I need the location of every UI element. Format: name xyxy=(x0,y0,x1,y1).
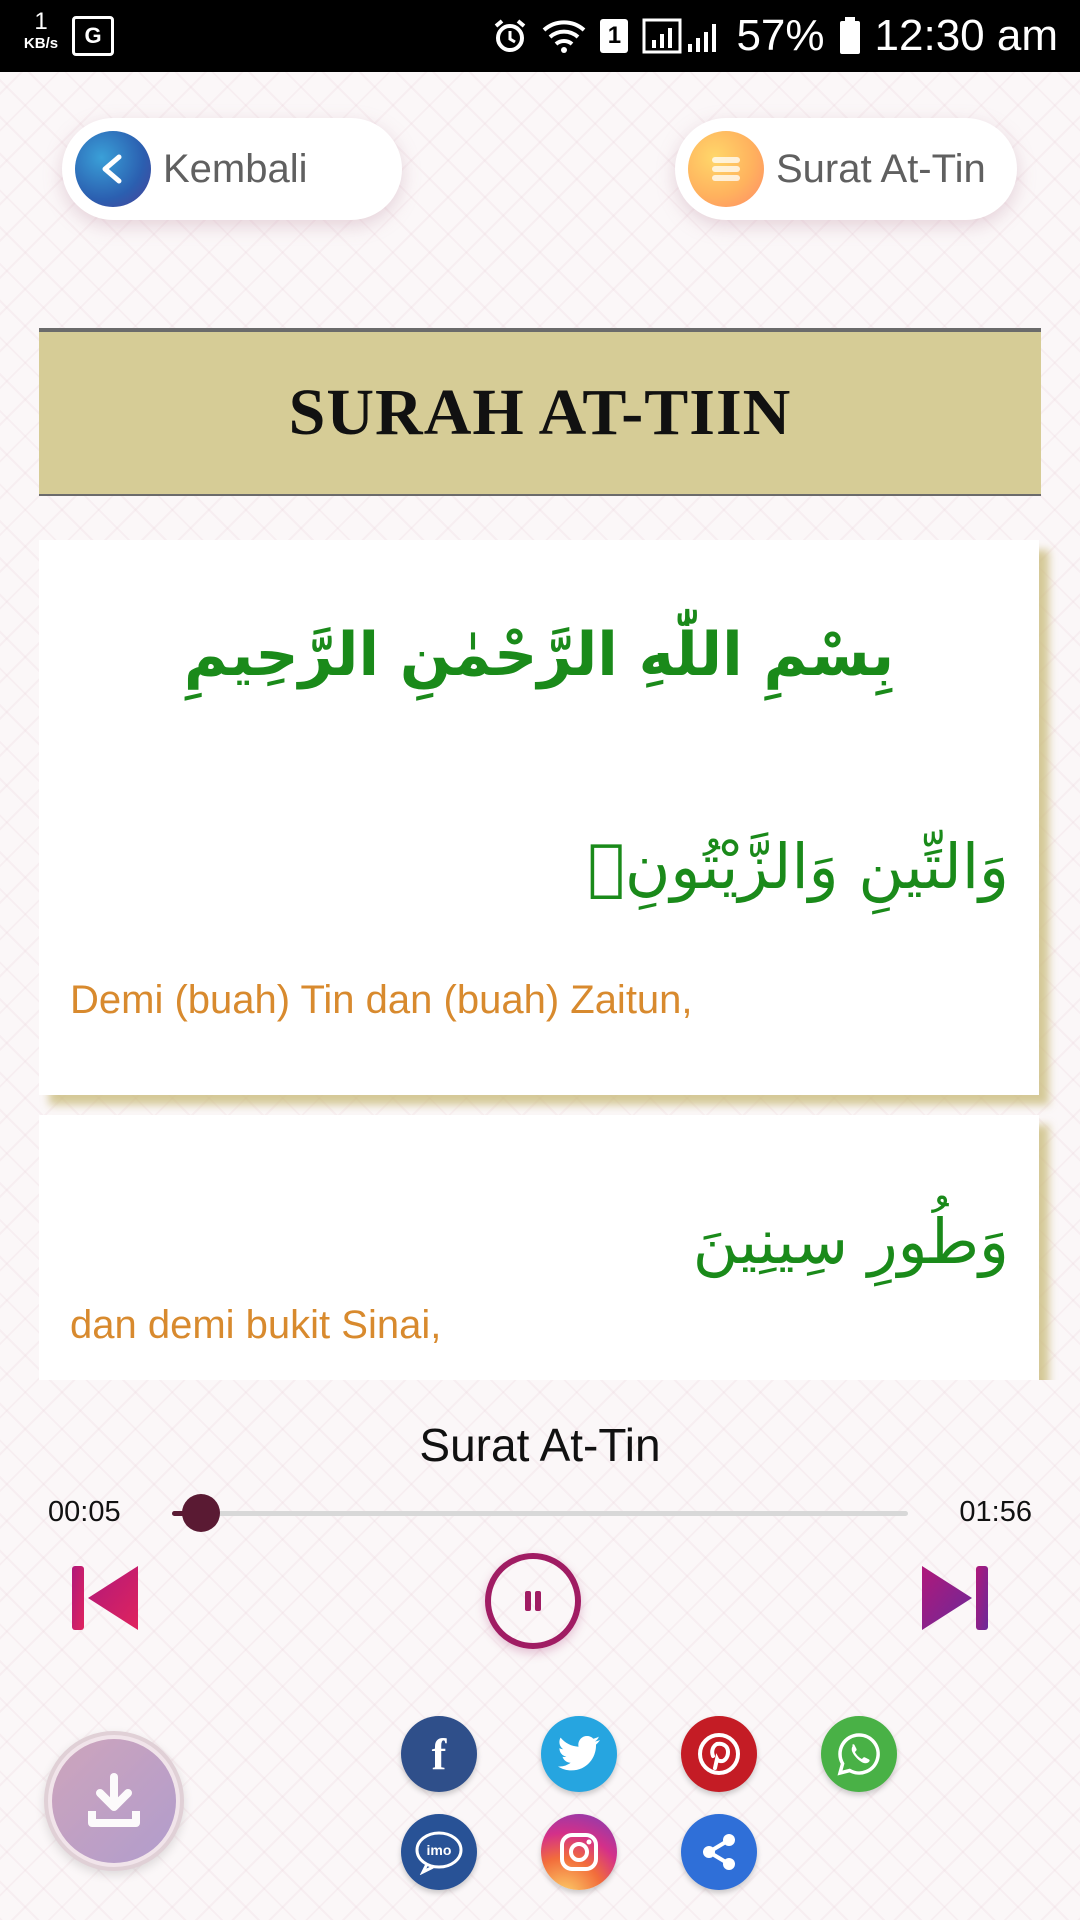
seek-thumb[interactable] xyxy=(182,1494,220,1532)
verse-translation: dan demi bukit Sinai, xyxy=(70,1303,442,1347)
back-label: Kembali xyxy=(163,146,308,191)
whatsapp-icon xyxy=(836,1731,882,1777)
surah-menu-button[interactable] xyxy=(675,118,1017,220)
verse-translation: Demi (buah) Tin dan (buah) Zaitun, xyxy=(70,978,693,1022)
twitter-share-button[interactable] xyxy=(541,1716,617,1792)
instagram-share-button[interactable] xyxy=(541,1814,617,1890)
verse-arabic: وَالتِّينِ وَالزَّيْتُونِۙ xyxy=(587,830,1009,903)
basmala: بِسْمِ اللّٰهِ الرَّحْمٰنِ الرَّحِيمِ xyxy=(183,620,895,690)
verse-card xyxy=(39,1115,1039,1380)
translate-icon: G xyxy=(72,16,114,56)
pause-button[interactable] xyxy=(485,1553,581,1649)
player-title: Surat At-Tin xyxy=(419,1419,661,1471)
menu-label: Surat At-Tin xyxy=(776,146,986,191)
clock: 12:30 am xyxy=(874,11,1058,60)
whatsapp-share-button[interactable] xyxy=(821,1716,897,1792)
battery-percent: 57% xyxy=(736,11,825,60)
imo-text: imo xyxy=(426,1842,452,1858)
facebook-share-button[interactable] xyxy=(401,1716,477,1792)
verse-card xyxy=(39,540,1039,1095)
pinterest-share-button[interactable] xyxy=(681,1716,757,1792)
page-title: SURAH AT-TIIN xyxy=(288,376,792,449)
total-time: 01:56 xyxy=(959,1496,1032,1528)
generic-share-button[interactable] xyxy=(681,1814,757,1890)
network-speed-unit: KB/s xyxy=(23,35,59,52)
menu-icon xyxy=(688,131,764,207)
verse-list[interactable] xyxy=(39,540,1059,1380)
download-icon xyxy=(52,1739,176,1863)
share-icon xyxy=(697,1830,741,1874)
previous-button[interactable] xyxy=(68,1560,144,1636)
facebook-icon: f xyxy=(431,1729,447,1779)
back-button[interactable] xyxy=(62,118,402,220)
download-button[interactable] xyxy=(44,1731,184,1871)
skip-next-icon xyxy=(916,1560,992,1636)
next-button[interactable] xyxy=(916,1560,992,1636)
imo-share-button[interactable] xyxy=(401,1814,477,1890)
pause-icon xyxy=(518,1586,548,1616)
twitter-icon xyxy=(557,1735,601,1773)
verse-arabic: وَطُورِ سِينِينَ xyxy=(692,1205,1009,1278)
instagram-icon xyxy=(557,1830,601,1874)
status-bar xyxy=(0,0,1080,72)
surah-title-banner xyxy=(39,328,1041,496)
network-speed xyxy=(16,10,66,51)
imo-icon xyxy=(413,1829,465,1875)
battery-icon xyxy=(839,17,861,55)
status-icons xyxy=(492,0,1058,72)
signal-icon xyxy=(642,18,722,54)
network-speed-value: 1 xyxy=(34,8,48,35)
sim-slot-icon: 1 xyxy=(600,19,628,53)
pinterest-icon xyxy=(697,1732,741,1776)
skip-previous-icon xyxy=(68,1560,144,1636)
current-time: 00:05 xyxy=(48,1496,121,1528)
back-arrow-icon xyxy=(75,131,151,207)
wifi-icon xyxy=(542,18,586,54)
alarm-icon xyxy=(492,18,528,54)
seek-bar[interactable] xyxy=(172,1511,908,1516)
